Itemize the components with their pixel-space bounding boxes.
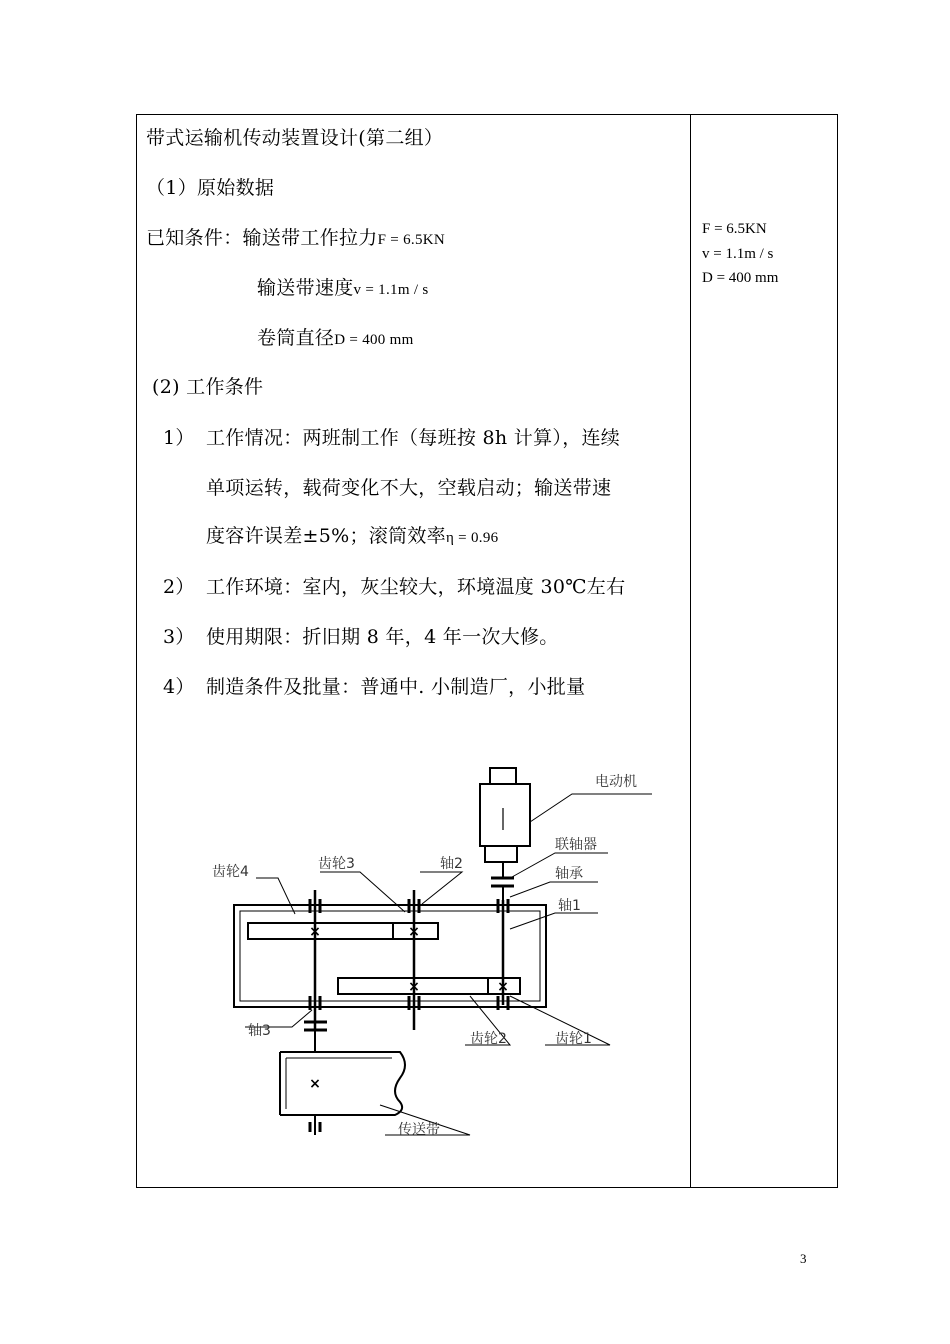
svg-text:×: × [408, 979, 420, 995]
item-3-line-1: 使用期限：折旧期 8 年，4 年一次大修。 [206, 626, 559, 648]
item-2-number: 2） [163, 576, 195, 598]
known-label: 已知条件：输送带工作拉力 [146, 227, 378, 249]
label-shaft-1: 轴1 [558, 898, 581, 914]
item-3-number: 3） [163, 626, 195, 648]
label-belt: 传送带 [398, 1122, 440, 1138]
doc-title: 带式运输机传动装置设计(第二组） [146, 127, 444, 149]
item-1-number: 1） [163, 427, 195, 449]
label-motor: 电动机 [595, 774, 637, 790]
section-work-conditions: (2) 工作条件 [152, 376, 264, 398]
svg-text:×: × [309, 924, 321, 940]
label-shaft-2: 轴2 [440, 856, 463, 872]
diameter-label: 卷筒直径 [257, 327, 335, 349]
speed-expr: v = 1.1m / s [353, 282, 429, 298]
motor-shape [480, 768, 530, 878]
known-conditions [146, 226, 445, 252]
item-1-line-3 [206, 524, 498, 550]
page-number: 3 [800, 1251, 807, 1266]
side-speed: v = 1.1m / s [702, 246, 774, 262]
efficiency-expr: η = 0.96 [445, 530, 499, 546]
gearbox-inner-wall [240, 911, 540, 1001]
side-diameter: D = 400 mm [702, 270, 779, 286]
label-gear-1: 齿轮1 [555, 1031, 592, 1047]
item-1-line-1: 工作情况：两班制工作（每班按 8h 计算），连续 [206, 427, 621, 449]
item-4-number: 4） [163, 676, 195, 698]
speed-line [257, 276, 429, 302]
svg-text:×: × [309, 1076, 321, 1092]
item-1-line-3-text: 度容许误差±5%；滚筒效率 [206, 525, 446, 547]
side-force: F = 6.5KN [702, 221, 767, 237]
speed-label: 输送带速度 [257, 277, 354, 299]
diameter-line [257, 326, 414, 352]
svg-text:×: × [408, 924, 420, 940]
label-gear-3: 齿轮3 [318, 856, 355, 872]
svg-text:×: × [497, 979, 509, 995]
column-divider [690, 114, 691, 1188]
transmission-diagram [200, 760, 670, 1150]
section-original-data: （1）原始数据 [146, 177, 275, 199]
diameter-expr: D = 400 mm [334, 332, 414, 348]
item-1-line-2: 单项运转，载荷变化不大，空载启动；输送带速 [206, 477, 612, 499]
conveyor-drum [280, 1052, 405, 1135]
label-bearing: 轴承 [555, 866, 583, 882]
label-shaft-3: 轴3 [248, 1023, 271, 1039]
item-2-line-1: 工作环境：室内，灰尘较大，环境温度 30℃左右 [206, 576, 626, 598]
label-coupling: 联轴器 [555, 837, 597, 853]
label-gear-2: 齿轮2 [470, 1031, 507, 1047]
label-gear-4: 齿轮4 [212, 864, 249, 880]
force-expr: F = 6.5KN [377, 232, 446, 248]
item-4-line-1: 制造条件及批量：普通中. 小制造厂，小批量 [206, 676, 586, 698]
